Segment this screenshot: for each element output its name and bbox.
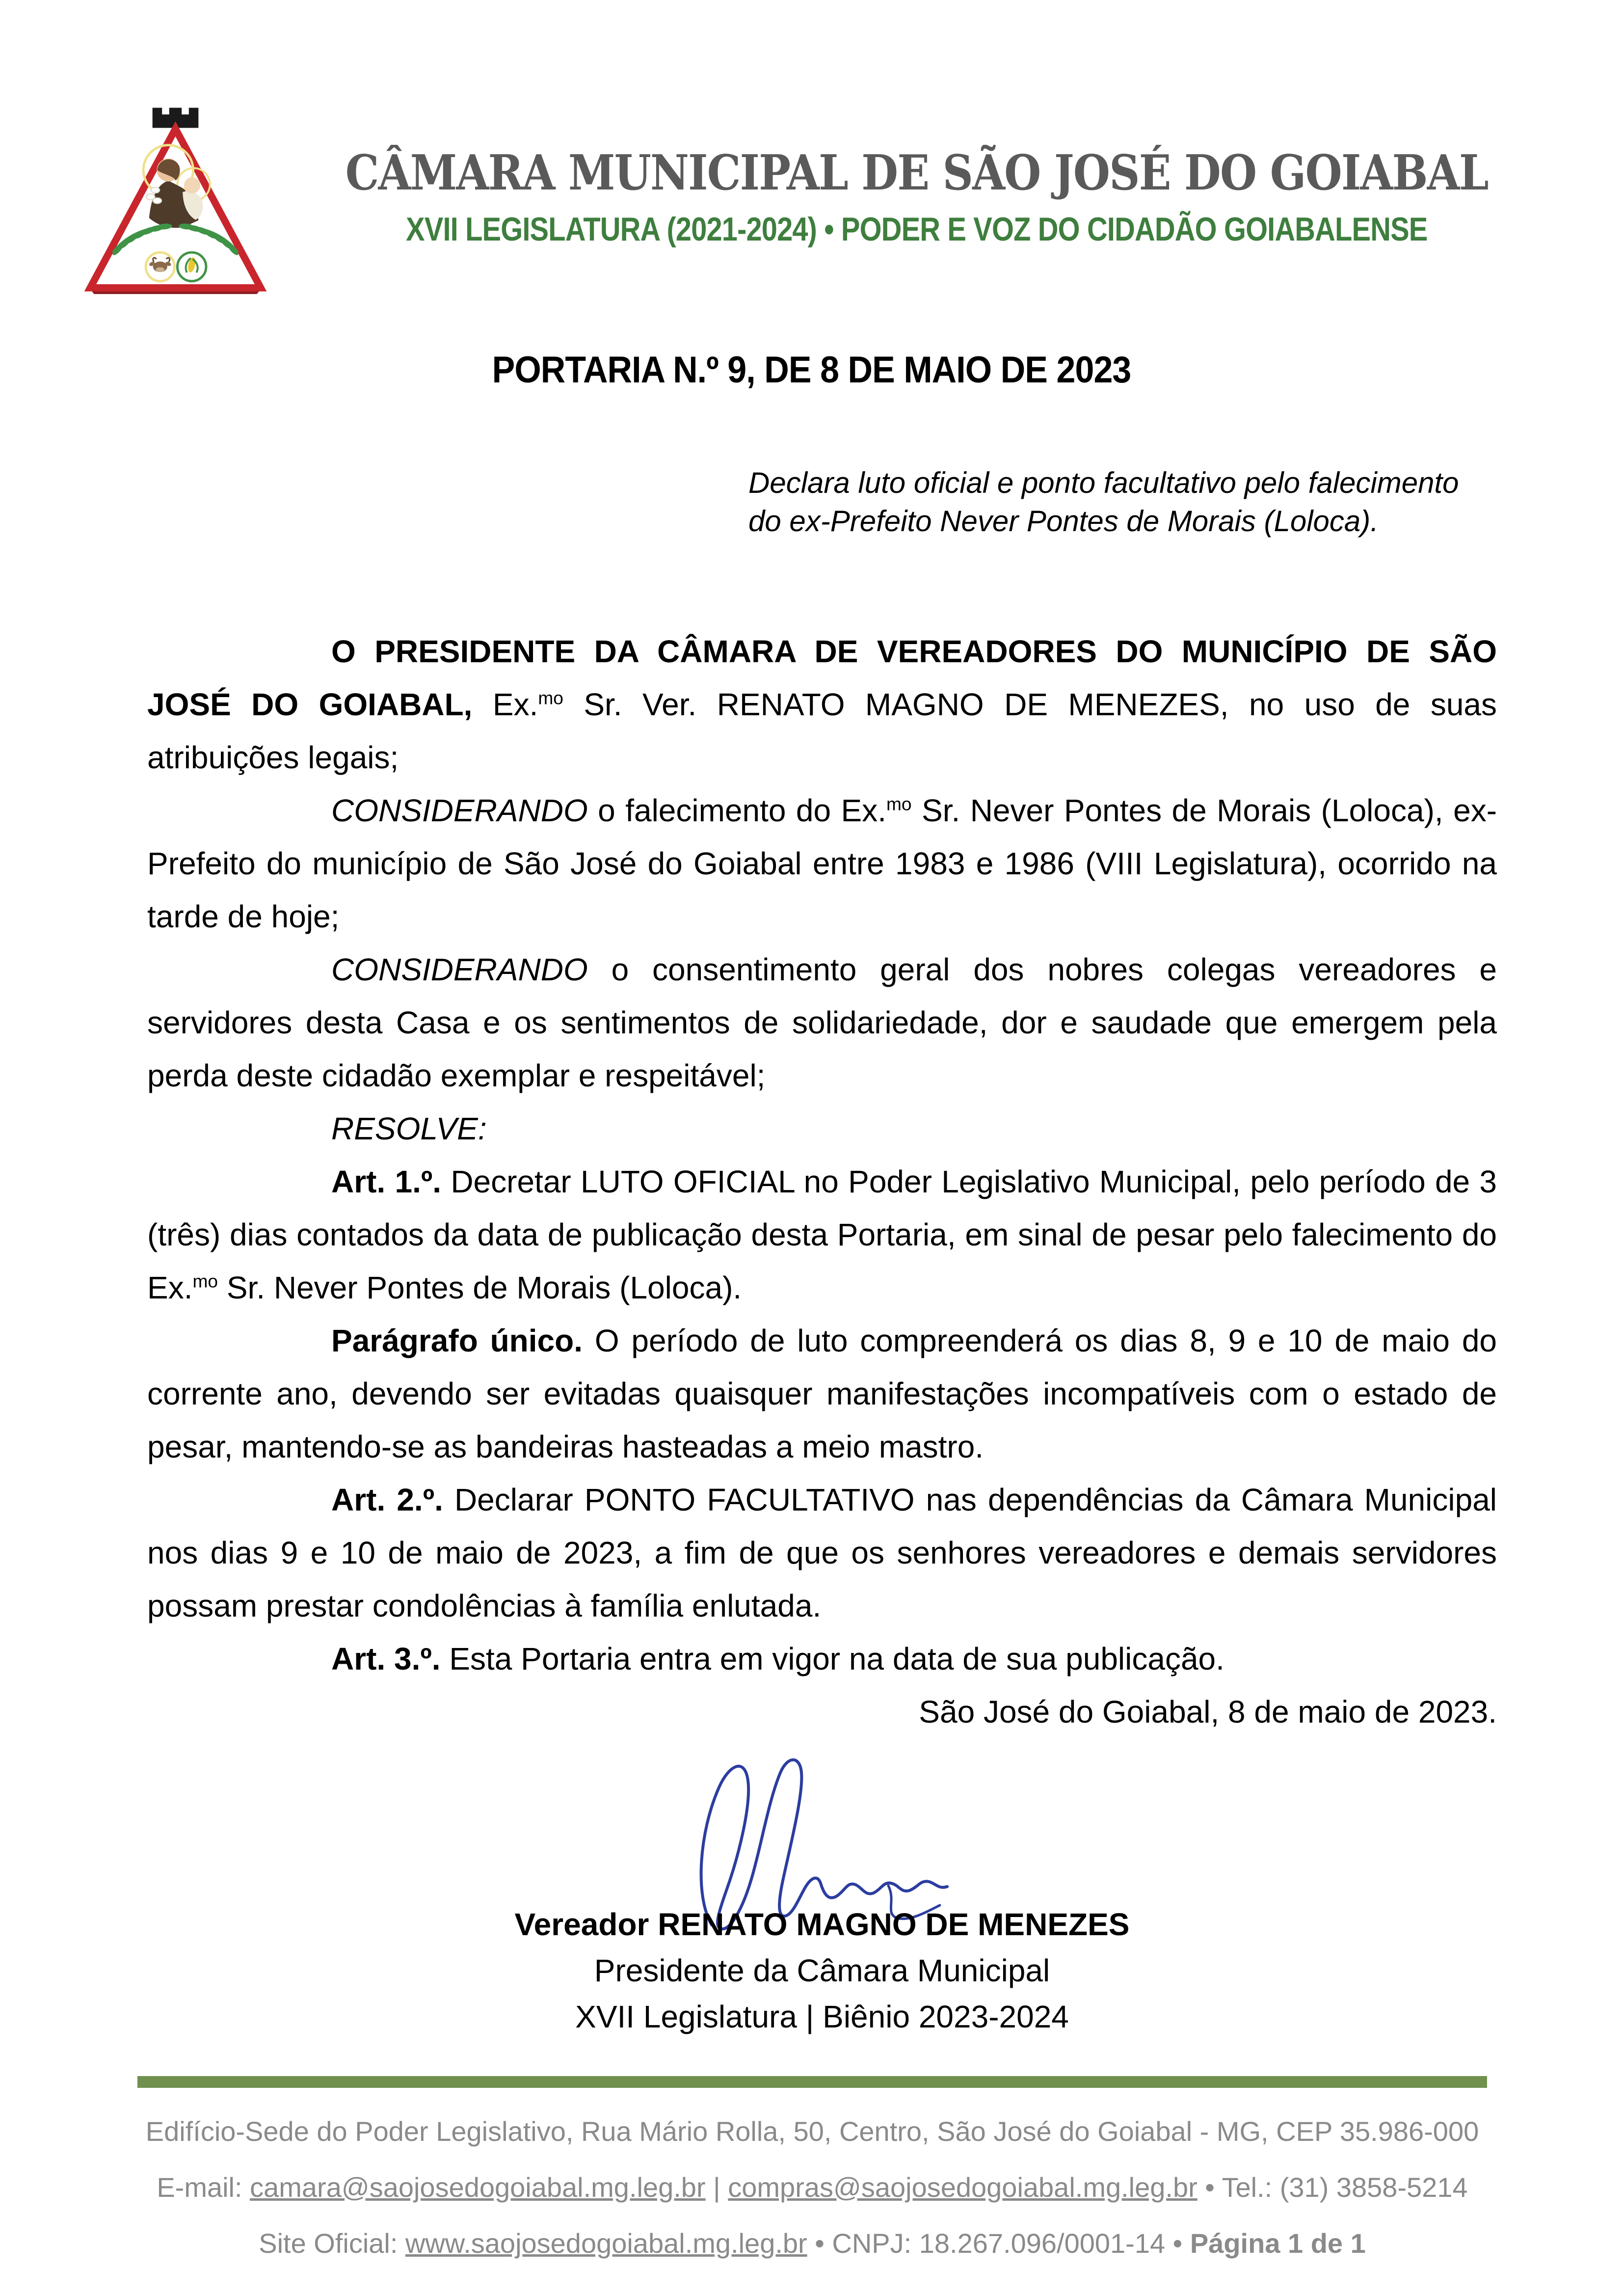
letterhead: [0, 0, 1623, 295]
email-link-compras[interactable]: compras@saojosedogoiabal.mg.leg.br: [728, 2172, 1197, 2203]
summary-epigraph: [748, 464, 1497, 540]
cow-icon: [146, 252, 175, 281]
considerando-1-text-2: Sr. Never Pontes de Morais (Loloca), ex-Prefeito do município de São José do Goiabal entre 1983 e 1986 (VIII Legislatura), ocorrido na tarde de hoje;: [147, 793, 1497, 934]
organization-name: CÂMARA MUNICIPAL DE SÃO JOSÉ DO GOIABAL: [345, 144, 1488, 201]
article-1-text-2: Sr. Never Pontes de Morais (Loloca).: [218, 1270, 742, 1305]
article-2-label: Art. 2.º.: [331, 1482, 443, 1517]
article-2-text: Declarar PONTO FACULTATIVO nas dependências da Câmara Municipal nos dias 9 e 10 de maio de 2023, a fim de que os senhores vereadores e demais servidores possam prestar condolências à família enlutada.: [147, 1482, 1497, 1623]
email-separator: |: [705, 2172, 728, 2203]
letterhead-text: [267, 145, 1566, 248]
cnpj-text: • CNPJ: 18.267.096/0001-14 •: [807, 2228, 1190, 2259]
superscript-mo: mo: [192, 1270, 218, 1292]
document-body: [0, 464, 1623, 2040]
epigraph-line-1: Declara luto oficial e ponto facultativo pelo falecimento: [748, 466, 1459, 499]
article-1-text: Decretar LUTO OFICIAL no Poder Legislativo Municipal, pelo período de 3 (três) dias contados da data de publicação desta Portaria, em sinal de pesar pelo falecimento do Ex.: [147, 1164, 1497, 1305]
email-label: E-mail:: [157, 2172, 250, 2203]
phone-text: • Tel.: (31) 3858-5214: [1197, 2172, 1468, 2203]
official-site-link[interactable]: www.saojosedogoiabal.mg.leg.br: [405, 2228, 807, 2259]
considerando-1-text: o falecimento do Ex.: [587, 793, 887, 828]
superscript-mo: mo: [886, 793, 912, 814]
considerando-2-keyword: CONSIDERANDO: [331, 952, 588, 987]
page-number: Página 1 de 1: [1190, 2228, 1366, 2259]
signer-role: Presidente da Câmara Municipal: [594, 1953, 1050, 1988]
site-label: Site Oficial:: [259, 2228, 405, 2259]
article-3-text: Esta Portaria entra em vigor na data de sua publicação.: [440, 1641, 1224, 1676]
resolve-line: RESOLVE:: [331, 1111, 487, 1146]
place-date-line: São José do Goiabal, 8 de maio de 2023.: [919, 1694, 1497, 1729]
articles-text: [147, 625, 1497, 1738]
preamble-text-2: Sr. Ver. RENATO MAGNO DE MENEZES, no uso de suas atribuições legais;: [147, 687, 1497, 775]
article-1-paragraph: [147, 1155, 1497, 1314]
considerando-2-text: o consentimento geral dos nobres colegas vereadores e servidores desta Casa e os sentimentos de solidariedade, dor e saudade que emergem pela perda deste cidadão exemplar e respeitável;: [147, 952, 1497, 1093]
superscript-mo: mo: [538, 687, 563, 708]
sole-paragraph-label: Parágrafo único.: [331, 1323, 583, 1358]
document-title: PORTARIA N.º 9, DE 8 DE MAIO DE 2023: [492, 349, 1131, 391]
epigraph-line-2: do ex-Prefeito Never Pontes de Morais (Loloca).: [748, 505, 1379, 538]
preamble-paragraph: [147, 625, 1497, 784]
preamble-bold: O PRESIDENTE DA CÂMARA DE VEREADORES DO MUNICÍPIO DE SÃO JOSÉ DO GOIABAL,: [147, 634, 1497, 722]
sole-paragraph: [147, 1314, 1497, 1473]
municipal-crest-logo: [83, 98, 267, 295]
footer-address-line: Edifício-Sede do Poder Legislativo, Rua Mário Rolla, 50, Centro, São José do Goiabal - MG, CEP 35.986-000: [145, 2116, 1479, 2147]
email-link-camara[interactable]: camara@saojosedogoiabal.mg.leg.br: [250, 2172, 706, 2203]
article-1-label: Art. 1.º.: [331, 1164, 442, 1199]
considerando-1-keyword: CONSIDERANDO: [331, 793, 588, 828]
article-3-label: Art. 3.º.: [331, 1641, 441, 1676]
signer-name: Vereador RENATO MAGNO DE MENEZES: [514, 1907, 1130, 1942]
legislature-tagline: XVII LEGISLATURA (2021-2024) • PODER E VOZ DO CIDADÃO GOIABALENSE: [406, 210, 1428, 248]
corn-icon: [177, 252, 206, 281]
signature-block: [147, 1743, 1497, 2040]
footer-contact-line: [137, 2160, 1487, 2215]
preamble-text: Ex.: [492, 687, 538, 722]
considerando-1-paragraph: [147, 784, 1497, 943]
signer-term: XVII Legislatura | Biênio 2023-2024: [575, 1999, 1069, 2034]
considerando-2-paragraph: [147, 943, 1497, 1102]
footer-divider-bar: [137, 2076, 1487, 2088]
article-3-paragraph: [147, 1632, 1497, 1685]
sole-paragraph-text: O período de luto compreenderá os dias 8, 9 e 10 de maio do corrente ano, devendo ser evitadas quaisquer manifestações incompatíveis com o estado de pesar, mantendo-se as bandeiras hasteadas a meio mastro.: [147, 1323, 1497, 1464]
page-footer: [137, 2076, 1487, 2271]
footer-site-line: [137, 2215, 1487, 2271]
article-2-paragraph: [147, 1473, 1497, 1632]
